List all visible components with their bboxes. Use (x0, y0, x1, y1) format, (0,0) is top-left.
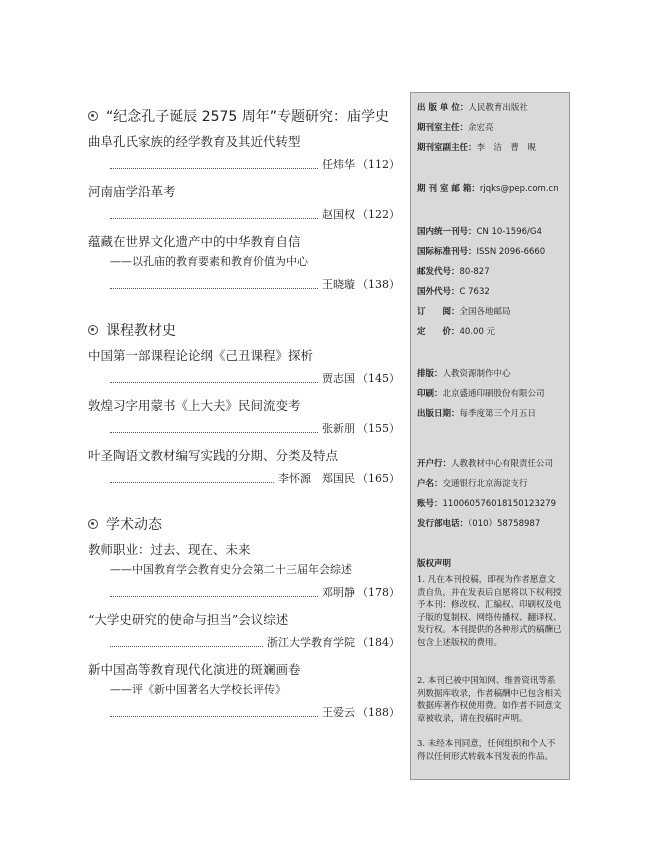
article-title: 河南庙学沿革考 (88, 184, 176, 199)
account-label: 账号： (417, 499, 443, 509)
email-value[interactable]: rjqks@pep.com.cn (479, 184, 559, 194)
article-title: 教师职业：过去、现在、未来 (88, 542, 251, 557)
section-heading (88, 318, 400, 342)
account-name-row (417, 477, 565, 489)
bank-value: 人教教材中心有限责任公司 (451, 459, 554, 469)
article-entry[interactable] (88, 542, 400, 600)
article-title: 新中国高等教育现代化演进的斑斓画卷 (88, 662, 301, 677)
leader-dots (110, 422, 318, 433)
article-page: （112） (357, 158, 400, 171)
typeset-value: 人教资源制作中心 (442, 369, 511, 379)
article-subtitle: ——以孔庙的教育要素和教育价值为中心 (110, 255, 308, 268)
leader-dots (110, 586, 318, 597)
article-byline (88, 372, 400, 386)
article-page: （122） (357, 208, 400, 221)
account-value: 110060576018150123279 (442, 499, 557, 509)
article-byline (88, 636, 400, 650)
target-bullet-icon (88, 325, 98, 335)
cn-value: CN 10-1596/G4 (476, 227, 542, 237)
article-page: （178） (357, 586, 400, 599)
foreign-row (417, 285, 565, 297)
email-row (417, 182, 565, 194)
print-row (417, 387, 565, 399)
phone-label: 发行部电话： (417, 519, 469, 529)
article-author: 任炜华 (322, 158, 355, 171)
article-author: 王爱云 (322, 706, 355, 719)
article-byline (88, 472, 400, 486)
copyright-clause-3: 3. 未经本刊同意，任何组织和个人不得以任何形式转载本刊发表的作品。 (417, 739, 556, 762)
publication-info-panel (410, 92, 570, 780)
director-row (417, 121, 565, 133)
postal-row (417, 265, 565, 277)
article-page: （145） (357, 372, 400, 385)
date-row (417, 407, 565, 419)
print-value: 北京盛通印刷股份有限公司 (442, 389, 545, 399)
deputy-label: 期刊室副主任： (417, 143, 477, 153)
account-name-label: 户名： (417, 479, 443, 489)
article-byline (88, 278, 400, 292)
article-byline (88, 158, 400, 172)
issn-row (417, 245, 565, 257)
director-value: 余宏亮 (468, 123, 494, 133)
foreign-label: 国外代号： (417, 287, 460, 297)
article-entry[interactable] (88, 234, 400, 292)
leader-dots (110, 472, 274, 483)
section-heading (88, 512, 400, 536)
postal-label: 邮发代号： (417, 267, 460, 277)
subscribe-row (417, 305, 565, 317)
article-title: 敦煌习字用蒙书《上大夫》民间流变考 (88, 398, 301, 413)
article-byline (88, 586, 400, 600)
typeset-row (417, 367, 565, 379)
article-author: 贾志国 (322, 372, 355, 385)
toc-section (88, 318, 400, 486)
article-byline (88, 422, 400, 436)
article-title: 曲阜孔氏家族的经学教育及其近代转型 (88, 134, 301, 149)
article-entry[interactable] (88, 134, 400, 172)
section-heading (88, 104, 400, 128)
leader-dots (110, 158, 318, 169)
article-author: 浙江大学教育学院 (267, 636, 355, 649)
section-title: 课程教材史 (106, 323, 176, 339)
article-entry[interactable] (88, 398, 400, 436)
table-of-contents (88, 104, 400, 732)
article-author: 赵国权 (322, 208, 355, 221)
cn-label: 国内统一刊号： (417, 227, 477, 237)
date-value: 每季度第三个月五日 (459, 409, 537, 419)
cn-row (417, 225, 565, 237)
deputy-value: 李 洁 曹 晛 (476, 143, 537, 153)
article-author: 邓明静 (322, 586, 355, 599)
article-page: （138） (357, 278, 400, 291)
price-value: 40.00 元 (459, 327, 496, 337)
deputy-row (417, 141, 565, 153)
copyright-clause-1: 1. 凡在本刊投稿，即视为作者愿意文责自负，并在发表后自愿将以下权利授予本刊：修改权、汇编权、印刷权及电子版的复制权、网络传播权、翻译权、发行权。本刊提供的各种形式的稿酬已包含上述版权的费用。 (417, 575, 562, 648)
article-title: 蕴藏在世界文化遗产中的中华教育自信 (88, 234, 301, 249)
toc-section (88, 104, 400, 292)
issn-label: 国际标准刊号： (417, 247, 477, 257)
article-author: 李怀源 郑国民 (278, 472, 355, 485)
leader-dots (110, 372, 318, 383)
article-page: （188） (357, 706, 400, 719)
print-label: 印刷： (417, 389, 443, 399)
article-subtitle: ——中国教育学会教育史分会第二十三届年会综述 (110, 563, 352, 576)
article-entry[interactable] (88, 662, 400, 720)
typeset-label: 排版： (417, 369, 443, 379)
publisher-label: 出 版 单 位： (417, 103, 469, 113)
director-label: 期刊室主任： (417, 123, 469, 133)
account-name-value: 交通银行北京海淀支行 (442, 479, 528, 489)
bank-row (417, 457, 565, 469)
section-title: 学术动态 (106, 517, 162, 533)
date-label: 出版日期： (417, 409, 460, 419)
account-row (417, 497, 565, 509)
price-row (417, 325, 565, 337)
article-entry[interactable] (88, 184, 400, 222)
article-entry[interactable] (88, 448, 400, 486)
bank-label: 开户行： (417, 459, 452, 469)
article-page: （184） (357, 636, 400, 649)
article-author: 张新朋 (322, 422, 355, 435)
article-subtitle: ——评《新中国著名大学校长评传》 (110, 683, 286, 696)
foreign-value: C 7632 (459, 287, 490, 297)
email-label: 期 刊 室 邮 箱： (417, 184, 480, 194)
article-page: （165） (357, 472, 400, 485)
leader-dots (110, 706, 318, 717)
copyright-title: 版权声明 (417, 559, 452, 569)
article-page: （155） (357, 422, 400, 435)
price-label: 定 价： (417, 327, 460, 337)
subscribe-value: 全国各地邮局 (459, 307, 511, 317)
article-title: “大学史研究的使命与担当”会议综述 (88, 612, 289, 627)
phone-row (417, 517, 565, 529)
publisher-row (417, 101, 565, 113)
leader-dots (110, 278, 318, 289)
article-author: 王晓璇 (322, 278, 355, 291)
phone-value: （010）58758987 (468, 519, 541, 529)
target-bullet-icon (88, 111, 98, 121)
issn-value: ISSN 2096-6660 (476, 247, 546, 257)
article-entry[interactable] (88, 612, 400, 650)
leader-dots (110, 636, 263, 647)
subscribe-label: 订 阅： (417, 307, 460, 317)
postal-value: 80-827 (459, 267, 490, 277)
leader-dots (110, 208, 318, 219)
target-bullet-icon (88, 519, 98, 529)
article-byline (88, 208, 400, 222)
publisher-value: 人民教育出版社 (468, 103, 528, 113)
copyright-clause-2: 2. 本刊已被中国知网、维普资讯等系列数据库收录，作者稿酬中已包含相关数据库著作权使用费。如作者不同意文章被收录，请在投稿时声明。 (417, 676, 562, 724)
article-title: 中国第一部课程论论纲《己丑课程》探析 (88, 348, 314, 363)
article-title: 叶圣陶语文教材编写实践的分期、分类及特点 (88, 448, 339, 463)
article-entry[interactable] (88, 348, 400, 386)
section-title: “纪念孔子诞辰 2575 周年”专题研究：庙学史 (106, 109, 390, 125)
toc-section (88, 512, 400, 720)
article-byline (88, 706, 400, 720)
